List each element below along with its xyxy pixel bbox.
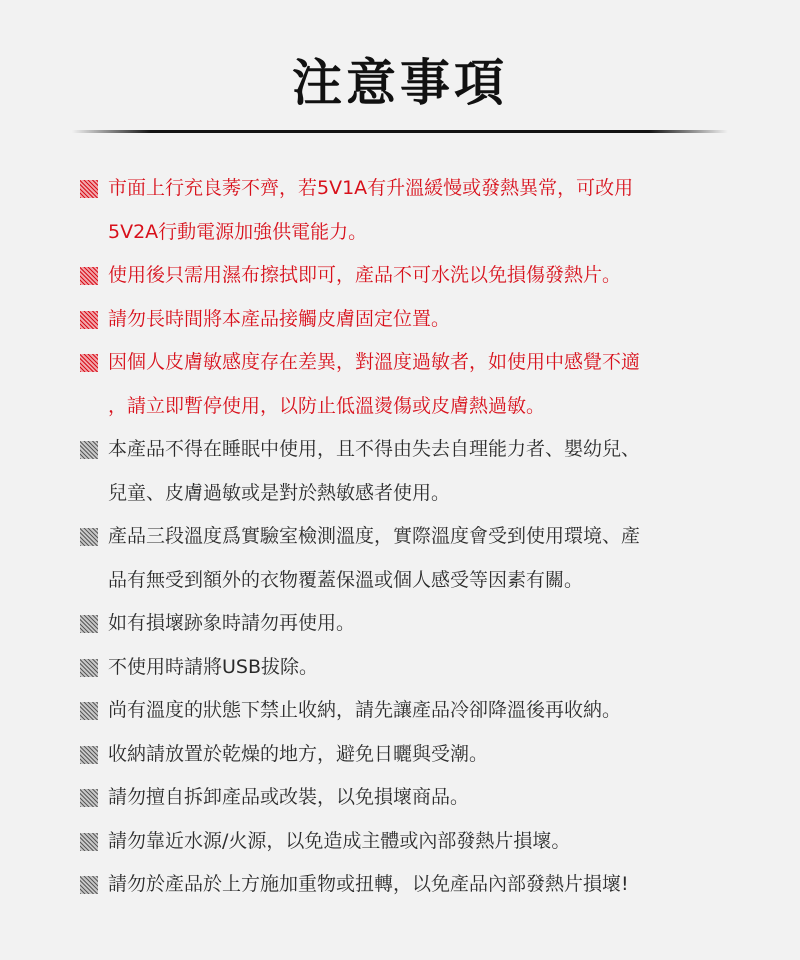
- hatched-square-bullet-icon: [80, 354, 98, 372]
- notice-text-line: ，請立即暫停使用，以防止低溫燙傷或皮膚熱過敏。: [108, 394, 546, 417]
- notice-list: [0, 167, 800, 907]
- notice-item: [0, 733, 800, 777]
- notice-text-line: 如有損壞跡象時請勿再使用。: [108, 612, 356, 634]
- hatched-square-bullet-icon: [80, 659, 98, 677]
- notice-text-line: 品有無受到額外的衣物覆蓋保溫或個人感受等因素有關。: [108, 568, 584, 591]
- notice-text-line: 因個人皮膚敏感度存在差異，對溫度過敏者，如使用中感覺不適: [108, 351, 641, 373]
- notice-item: [0, 820, 800, 864]
- notice-text-line: 兒童、皮膚過敏或是對於熱敏感者使用。: [108, 481, 451, 504]
- notice-item: [0, 298, 800, 342]
- notice-text-line: 產品三段溫度爲實驗室檢測溫度，實際溫度會受到使用環境、產: [108, 525, 641, 547]
- title-divider: [72, 130, 728, 133]
- hatched-square-bullet-icon: [80, 441, 98, 459]
- hatched-square-bullet-icon: [80, 746, 98, 764]
- notice-text-line: 市面上行充良莠不齊，若5V1A有升溫緩慢或發熱異常，可改用: [108, 177, 634, 199]
- hatched-square-bullet-icon: [80, 615, 98, 633]
- page-title: 注意事項: [292, 54, 508, 112]
- notice-item: [0, 167, 800, 254]
- hatched-square-bullet-icon: [80, 180, 98, 198]
- notice-item: [0, 254, 800, 298]
- hatched-square-bullet-icon: [80, 789, 98, 807]
- hatched-square-bullet-icon: [80, 267, 98, 285]
- notice-item: [0, 428, 800, 515]
- hatched-square-bullet-icon: [80, 876, 98, 894]
- notice-item: [0, 602, 800, 646]
- notice-text-line: 5V2A行動電源加強供電能力。: [108, 220, 368, 243]
- notice-text-line: 本產品不得在睡眠中使用，且不得由失去自理能力者、嬰幼兒、: [108, 438, 641, 460]
- hatched-square-bullet-icon: [80, 311, 98, 329]
- notice-text-line: 收納請放置於乾燥的地方，避免日曬與受潮。: [108, 742, 489, 765]
- notice-text-line: 請勿於產品於上方施加重物或扭轉，以免產品內部發熱片損壞!: [108, 873, 629, 895]
- notice-item: [0, 646, 800, 690]
- notice-text-line: 使用後只需用濕布擦拭即可，產品不可水洗以免損傷發熱片。: [108, 264, 622, 286]
- notice-item: [0, 776, 800, 820]
- notice-text-line: 不使用時請將USB拔除。: [108, 655, 319, 678]
- hatched-square-bullet-icon: [80, 833, 98, 851]
- notice-text-line: 請勿靠近水源/火源，以免造成主體或內部發熱片損壞。: [108, 829, 571, 852]
- notice-text-line: 請勿擅自拆卸產品或改裝，以免損壞商品。: [108, 786, 470, 808]
- notice-text-line: 尚有溫度的狀態下禁止收納，請先讓產品冷卻降溫後再收納。: [108, 699, 622, 721]
- notice-item: [0, 863, 800, 907]
- hatched-square-bullet-icon: [80, 702, 98, 720]
- notice-text-line: 請勿長時間將本產品接觸皮膚固定位置。: [108, 307, 451, 330]
- notice-item: [0, 689, 800, 733]
- notice-item: [0, 341, 800, 428]
- hatched-square-bullet-icon: [80, 528, 98, 546]
- notice-item: [0, 515, 800, 602]
